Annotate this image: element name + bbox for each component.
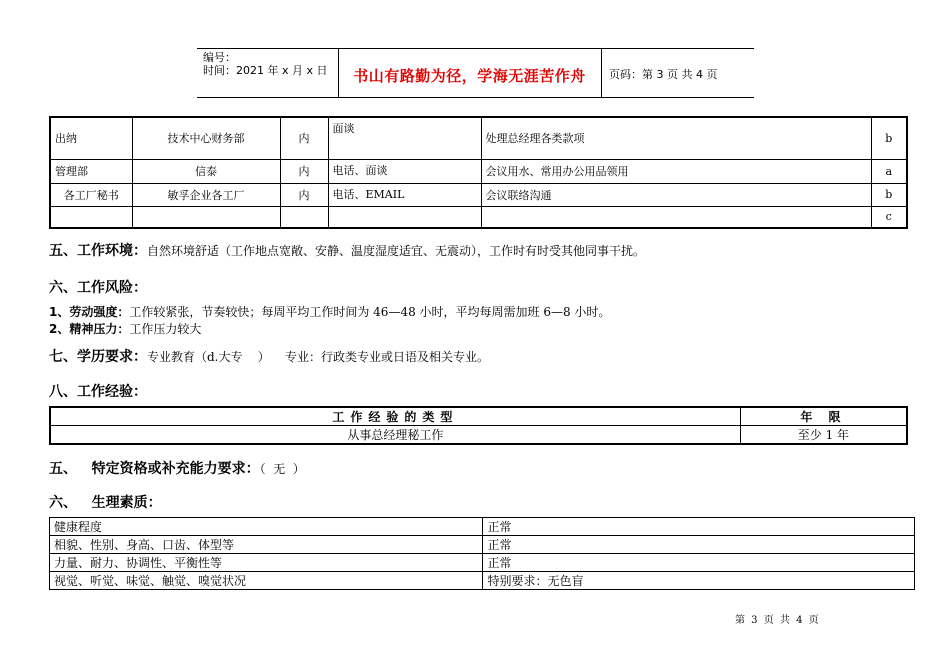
contact-content: 处理总经理各类款项 [481, 117, 871, 159]
header-divider [601, 49, 602, 97]
experience-table [49, 406, 908, 445]
exp-type: 从事总经理秘工作 [50, 426, 740, 445]
contact-name [50, 206, 132, 228]
exp-col-type: 工作经验的类型 [50, 407, 740, 426]
contact-scope: 内 [280, 117, 328, 159]
contact-org: 敏孚企业各工厂 [132, 183, 280, 206]
risk-line-1 [49, 303, 610, 320]
phys-item: 相貌、性别、身高、口齿、体型等 [50, 536, 483, 554]
table-row [50, 518, 915, 536]
header-page-label: 页码：第 3 页 共 4 页 [609, 68, 718, 81]
physical-table [49, 517, 915, 590]
contact-scope: 内 [280, 183, 328, 206]
risk-line-2 [49, 320, 201, 337]
env-title: 五、工作环境： [49, 243, 147, 259]
contact-content [481, 206, 871, 228]
header-meta [203, 51, 328, 77]
risk2-label: 2、精神压力： [49, 322, 130, 336]
contact-grade: c [871, 206, 907, 228]
contact-scope: 内 [280, 159, 328, 183]
phys-req: 正常 [483, 518, 915, 536]
table-row [50, 536, 915, 554]
risk1-text: 工作较紧张，节奏较快；每周平均工作时间为 46—48 小时，平均每周需加班 6—8 小时。 [129, 305, 611, 319]
phys-item: 视觉、听觉、味觉、触觉、嗅觉状况 [50, 572, 483, 590]
risk2-text: 工作压力较大 [129, 322, 202, 336]
header-motto: 书山有路勤为径，学海无涯苦作舟 [353, 67, 586, 85]
contact-scope [280, 206, 328, 228]
contact-content: 会议用水、常用办公用品领用 [481, 159, 871, 183]
phys-req: 正常 [483, 554, 915, 572]
table-row [50, 117, 907, 159]
contact-grade: b [871, 183, 907, 206]
edu-title: 七、学历要求： [49, 349, 147, 365]
phys-req: 特别要求：无色盲 [483, 572, 915, 590]
contact-method: 电话、EMAIL [328, 183, 481, 206]
contact-name: 管理部 [50, 159, 132, 183]
edu-section [49, 346, 489, 366]
time-label: 时间：2021 年 x 月 x 日 [203, 64, 328, 77]
qual-text: （ 无 ） [259, 462, 305, 476]
phys-item: 力量、耐力、协调性、平衡性等 [50, 554, 483, 572]
contact-name: 各工厂秘书 [50, 183, 132, 206]
number-label: 编号： [203, 51, 236, 64]
page-footer: 第 3 页 共 4 页 [735, 615, 819, 626]
table-row [50, 554, 915, 572]
risk1-label: 1、劳动强度： [49, 305, 130, 319]
contact-method [328, 206, 481, 228]
table-row [50, 426, 907, 445]
contact-method: 面谈 [328, 117, 481, 159]
contact-org: 信泰 [132, 159, 280, 183]
table-row [50, 183, 907, 206]
env-section [49, 240, 645, 260]
exp-title: 八、工作经验： [49, 384, 147, 400]
page-header [197, 48, 754, 98]
contact-grade: b [871, 117, 907, 159]
table-row [50, 407, 907, 426]
env-text: 自然环境舒适（工作地点宽敞、安静、温度湿度适宜、无震动），工作时有时受其他同事干扰。 [147, 244, 646, 258]
contact-grade: a [871, 159, 907, 183]
contact-method: 电话、面谈 [328, 159, 481, 183]
phys-title: 六、 生理素质： [49, 495, 162, 511]
qual-title: 五、 特定资格或补充能力要求： [49, 461, 260, 477]
qual-section [49, 458, 305, 478]
table-row [50, 572, 915, 590]
risk-title: 六、工作风险： [49, 280, 147, 296]
contact-name: 出纳 [50, 117, 132, 159]
table-row [50, 159, 907, 183]
phys-item: 健康程度 [50, 518, 483, 536]
edu-text: 专业教育（d.大专 ） 专业：行政类专业或日语及相关专业。 [147, 350, 490, 364]
exp-col-years: 年 限 [740, 407, 907, 426]
table-row [50, 206, 907, 228]
contact-org: 技术中心财务部 [132, 117, 280, 159]
phys-req: 正常 [483, 536, 915, 554]
exp-years: 至少 1 年 [740, 426, 907, 445]
contact-content: 会议联络沟通 [481, 183, 871, 206]
contact-org [132, 206, 280, 228]
contacts-table [49, 116, 908, 229]
